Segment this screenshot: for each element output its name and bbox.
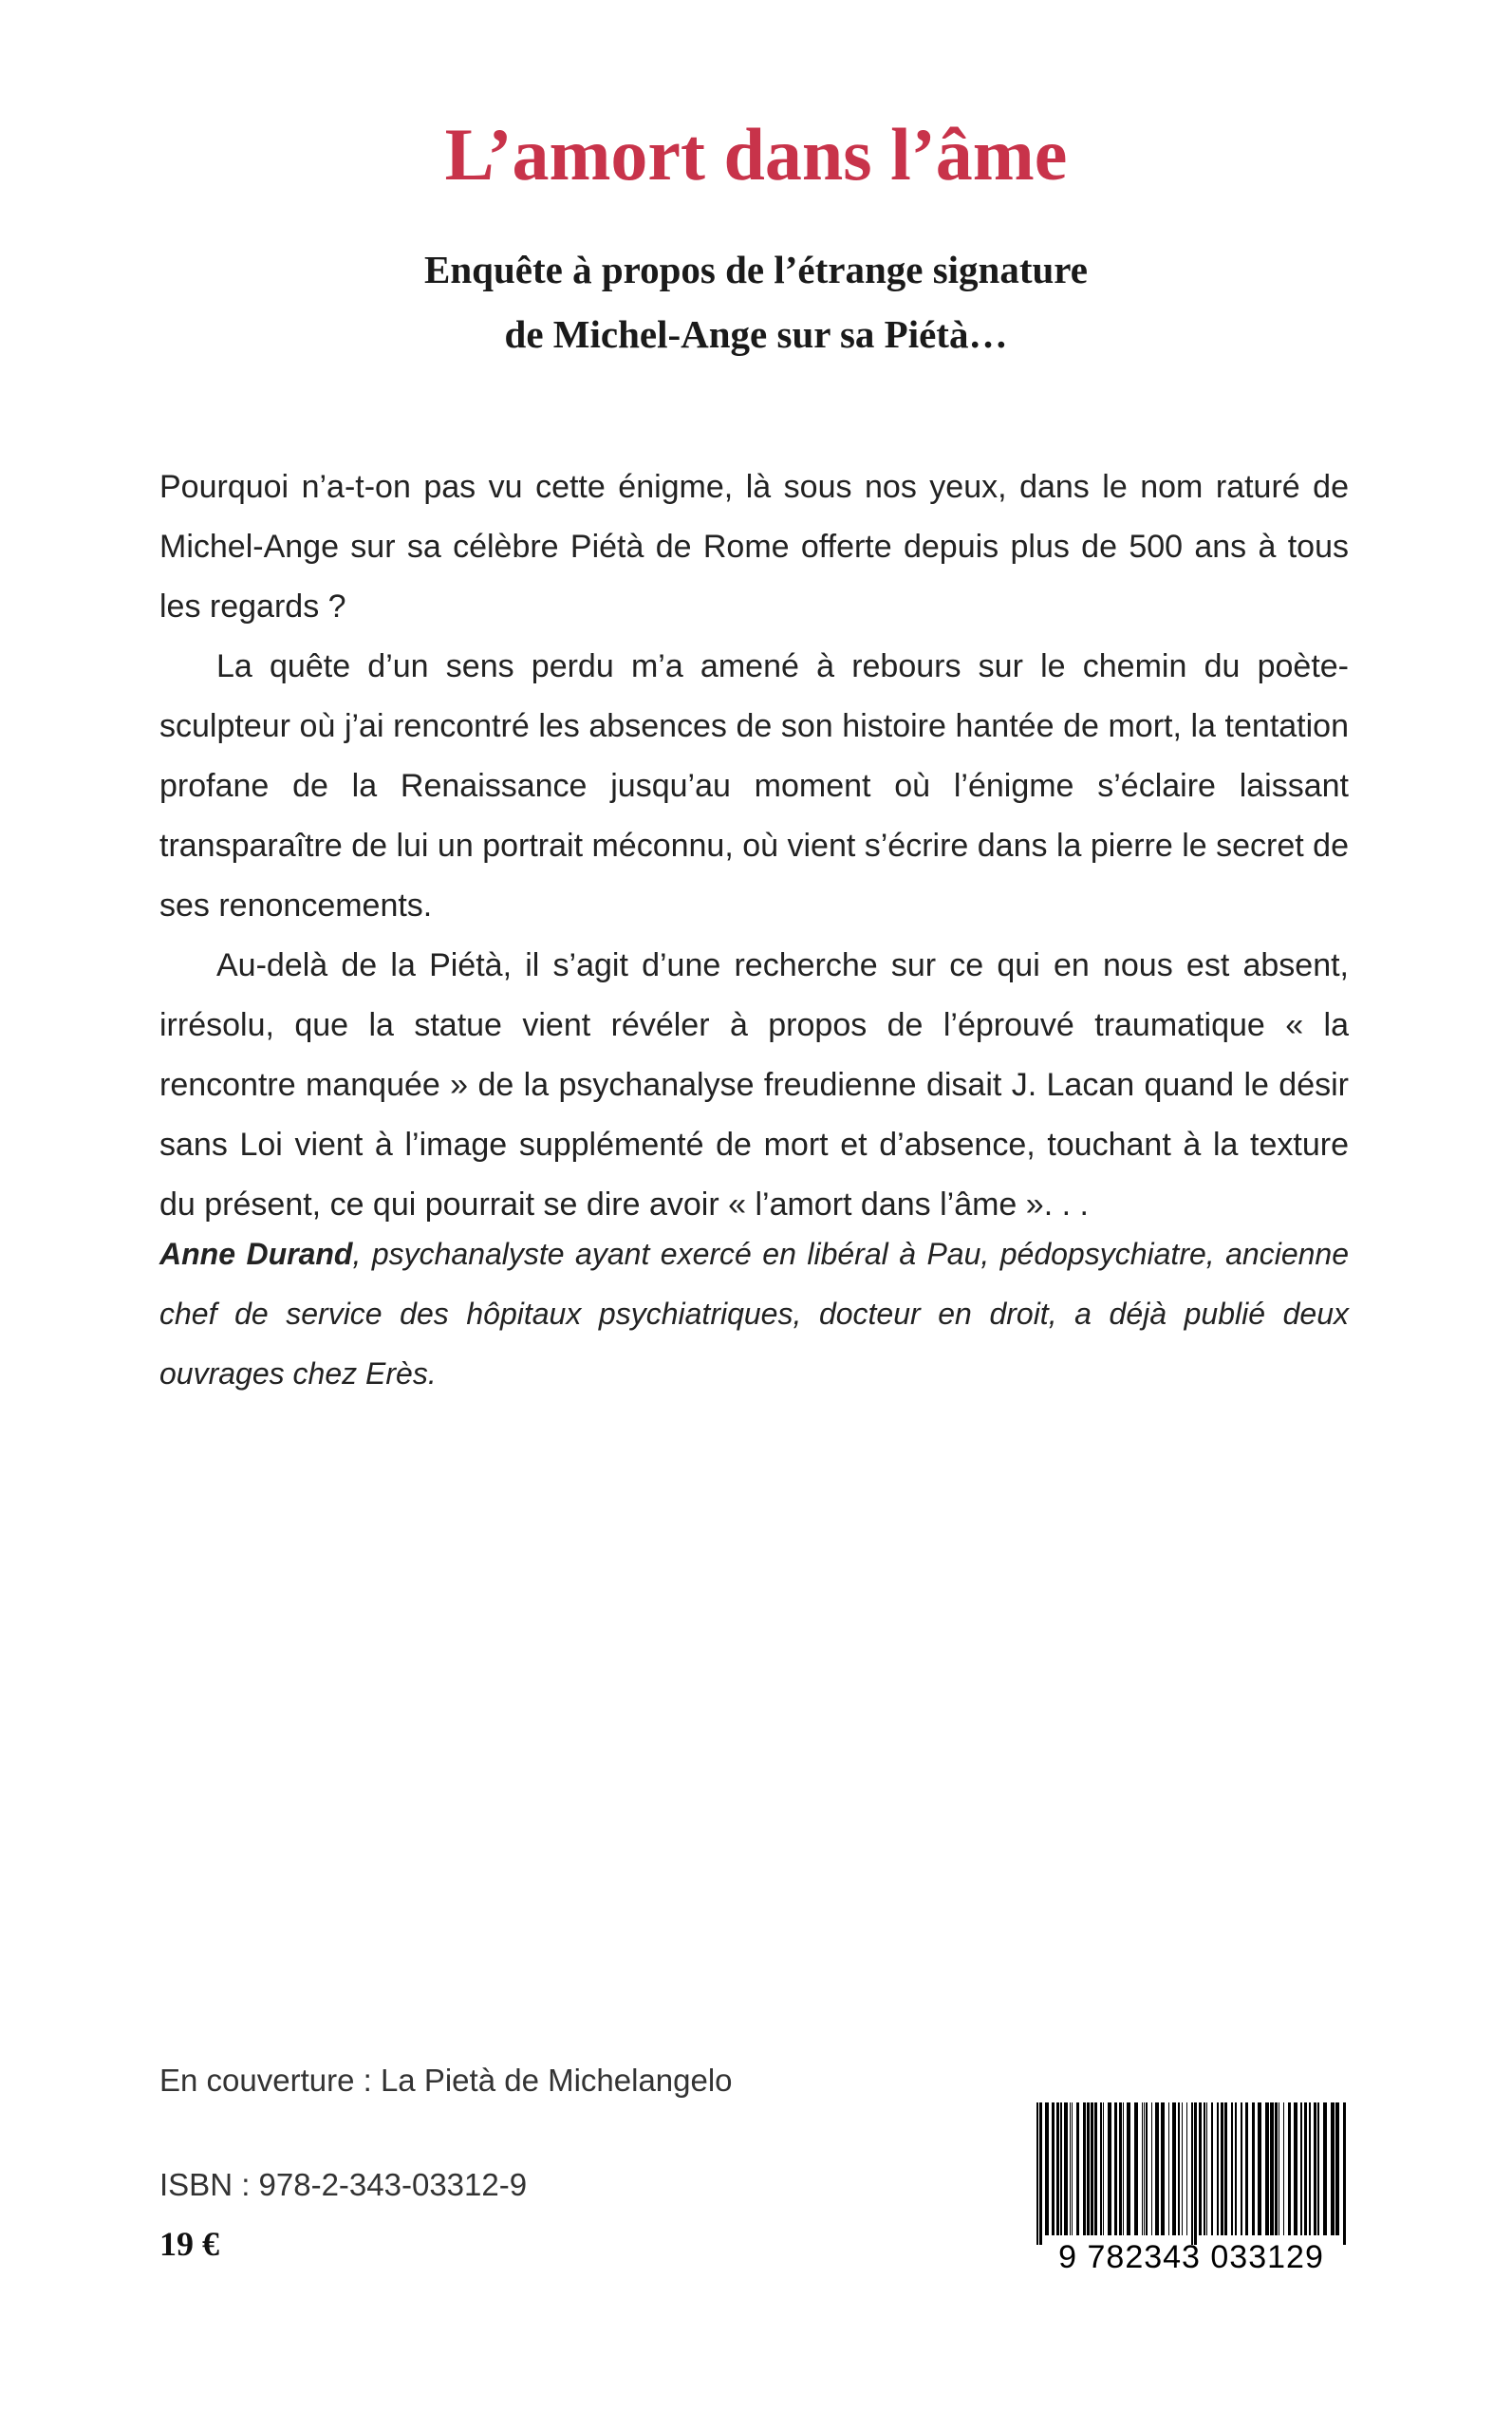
barcode-bar [1186,2102,1187,2235]
barcode-bar [1314,2102,1316,2235]
barcode-bar [1265,2102,1269,2235]
barcode-bar [1270,2102,1274,2235]
barcode-bar [1231,2102,1233,2235]
barcode-bar [1052,2102,1055,2235]
barcode-bar [1283,2102,1284,2235]
blurb-paragraph-2: La quête d’un sens perdu m’a amené à rebours sur le chemin du poète-sculpteur où j’ai rencontré les absences de son histoire hantée de mort, la tentation profane de la Renaissance jusqu’au moment où l’énigme s’éclaire laissant transparaître de lui un portrait méconnu, où vient s’écrire dans la pierre le secret de ses renoncements. [159,648,1349,924]
barcode-bar [1114,2102,1117,2235]
barcode-bar [1343,2102,1346,2245]
isbn: ISBN : 978-2-343-03312-9 [159,2167,528,2202]
barcode-bar [1199,2102,1202,2235]
barcode-bar [1151,2102,1152,2235]
author-name: Anne Durand [159,1237,353,1271]
book-subtitle [0,237,1512,366]
barcode-bar [1144,2102,1145,2235]
barcode-bar [1194,2102,1197,2245]
barcode-bar [1224,2102,1227,2235]
barcode-bar [1245,2102,1248,2235]
barcode-bar [1172,2102,1176,2235]
author-bio-text: , psychanalyste ayant exercé en libéral à Pau, pédopsychiatre, ancienne chef de service des hôpitaux psychiatriques, docteur en droit, a déjà publié deux ouvrages chez Erès. [159,1237,1350,1391]
barcode-bar [1191,2102,1193,2245]
book-title: L’amort dans l’âme [444,113,1068,196]
barcode-bar [1309,2102,1311,2235]
barcode-bar [1168,2102,1169,2235]
barcode-bars [1035,2102,1348,2245]
barcode-bar [1091,2102,1093,2235]
barcode-bar [1331,2102,1335,2235]
blurb-paragraph-3: Au-delà de la Piétà, il s’agit d’une recherche sur ce qui en nous est absent, irrésolu, que la statue vient révéler à propos de l’éprouvé traumatique « la rencontre manquée » de la psychanalyse freudienne disait J. Lacan quand le désir sans Loi vient à l’image supplémenté de mort et d’absence, touchant à la texture du présent, ce qui pourrait se dire avoir « l’amort dans l’âme ». . . [159,947,1349,1223]
blurb-paragraph-1: Pourquoi n’a-t-on pas vu cette énigme, là sous nos yeux, dans le nom raturé de Michel-Ange sur sa célèbre Piétà de Rome offerte depuis plus de 500 ans à tous les regards ? [159,469,1349,625]
barcode-bar [1252,2102,1255,2235]
barcode-bar [1060,2102,1062,2235]
blurb [159,458,1349,1235]
barcode-bar [1108,2102,1111,2235]
barcode-bar [1155,2102,1159,2235]
cover-credit: En couverture : La Pietà de Michelangelo [159,2063,733,2098]
barcode-bar [1127,2102,1130,2235]
price: 19 € [159,2225,219,2263]
barcode [1035,2102,1348,2278]
barcode-bar [1288,2102,1291,2235]
barcode-bar [1119,2102,1122,2235]
barcode-bar [1235,2102,1237,2235]
barcode-bar [1206,2102,1207,2235]
barcode-bar [1304,2102,1307,2235]
barcode-bar [1087,2102,1090,2235]
barcode-bar [1123,2102,1124,2235]
barcode-bar [1045,2102,1049,2235]
author-bio [159,1224,1349,1404]
barcode-bar [1161,2102,1165,2235]
barcode-bar [1300,2102,1302,2235]
barcode-bar [1083,2102,1086,2235]
barcode-bar [1317,2102,1319,2235]
barcode-bar [1103,2102,1104,2235]
barcode-bar [1335,2102,1339,2235]
barcode-bar [1064,2102,1068,2235]
barcode-bar [1142,2102,1143,2235]
barcode-bar [1182,2102,1183,2235]
barcode-bar [1211,2102,1213,2235]
barcode-bar [1056,2102,1059,2235]
barcode-bar [1072,2102,1073,2235]
barcode-bar [1323,2102,1327,2235]
barcode-digits: 9 782343 033129 [1058,2239,1324,2275]
barcode-bar [1258,2102,1261,2235]
barcode-bar [1036,2102,1038,2245]
barcode-bar [1275,2102,1278,2235]
barcode-bar [1134,2102,1138,2235]
barcode-bar [1178,2102,1180,2235]
barcode-bar [1076,2102,1079,2235]
barcode-bar [1294,2102,1297,2235]
subtitle-line-2: de Michel-Ange sur sa Piétà… [504,312,1008,356]
subtitle-line-1: Enquête à propos de l’étrange signature [424,248,1088,291]
barcode-bar [1241,2102,1242,2235]
barcode-bar [1100,2102,1102,2235]
barcode-bar [1070,2102,1071,2235]
barcode-bar [1094,2102,1097,2235]
barcode-bar [1039,2102,1042,2245]
barcode-bar [1221,2102,1223,2235]
barcode-bar [1146,2102,1148,2235]
barcode-bar [1204,2102,1205,2235]
barcode-bar [1217,2102,1219,2235]
